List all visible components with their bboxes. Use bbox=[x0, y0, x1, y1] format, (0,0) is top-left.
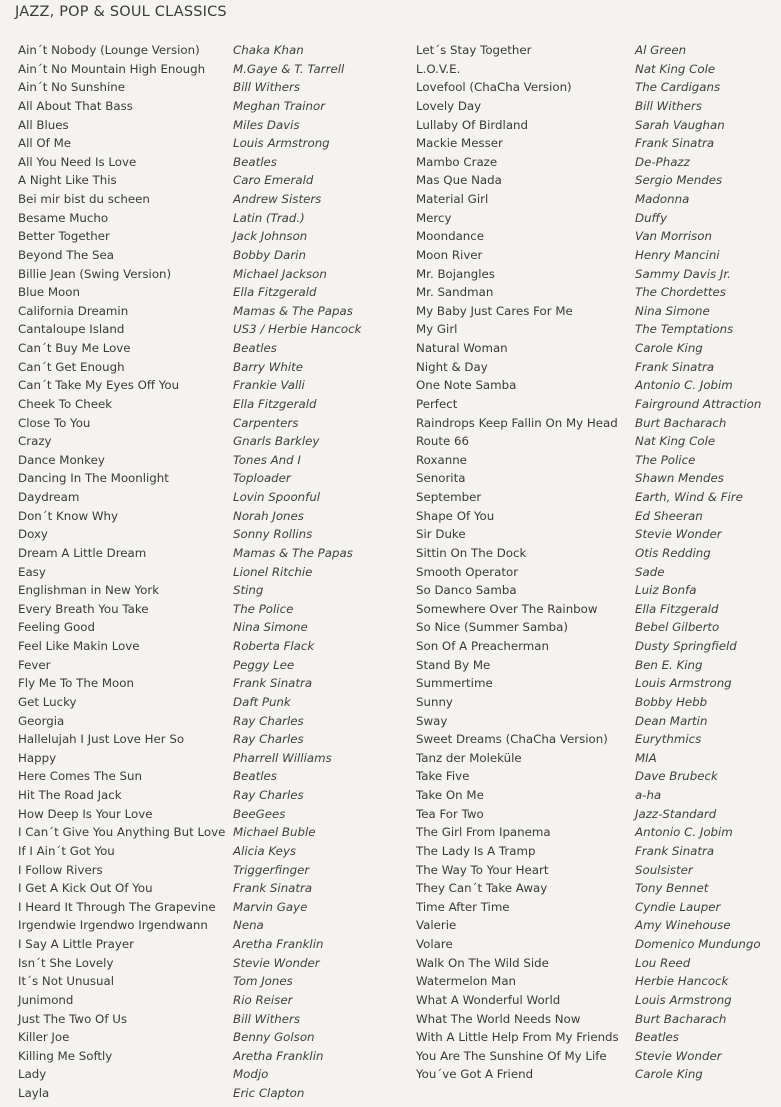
song-title: Can´t Get Enough bbox=[18, 359, 125, 374]
song-title: Close To You bbox=[18, 415, 91, 430]
artist-name: Burt Bacharach bbox=[635, 415, 727, 430]
artist-list-column-1 bbox=[233, 41, 361, 1103]
artist-name: Frank Sinatra bbox=[635, 359, 715, 374]
song-title: Lady bbox=[18, 1067, 47, 1082]
artist-name: Bill Withers bbox=[233, 1011, 300, 1026]
artist-name: Beatles bbox=[233, 769, 277, 784]
song-title: The Way To Your Heart bbox=[416, 862, 549, 877]
artist-name: Bill Withers bbox=[635, 98, 702, 113]
song-title: Get Lucky bbox=[18, 694, 77, 709]
artist-name: Lou Reed bbox=[635, 955, 691, 970]
song-title: Smooth Operator bbox=[416, 564, 519, 579]
artist-name: Daft Punk bbox=[233, 694, 291, 709]
artist-name: Dean Martin bbox=[635, 713, 708, 728]
song-title: California Dreamin bbox=[18, 303, 129, 318]
song-title: Dancing In The Moonlight bbox=[18, 471, 169, 486]
artist-name: Chaka Khan bbox=[233, 43, 304, 57]
song-title: Englishman in New York bbox=[18, 583, 160, 598]
artist-name: Bobby Darin bbox=[233, 247, 306, 262]
song-title: Sweet Dreams (ChaCha Version) bbox=[416, 732, 608, 747]
song-title: What The World Needs Now bbox=[416, 1011, 581, 1026]
song-title: Fever bbox=[18, 657, 51, 672]
song-title: Stand By Me bbox=[416, 657, 491, 672]
artist-name: Alicia Keys bbox=[233, 843, 297, 858]
song-title: Don´t Know Why bbox=[18, 508, 119, 523]
song-title: Route 66 bbox=[416, 434, 470, 449]
artist-name: Sting bbox=[233, 583, 264, 598]
song-title: L.O.V.E. bbox=[416, 61, 461, 76]
song-list-column-2 bbox=[416, 41, 619, 1084]
artist-name: Peggy Lee bbox=[233, 657, 295, 672]
artist-name: Gnarls Barkley bbox=[233, 434, 320, 449]
artist-name: The Police bbox=[635, 452, 696, 467]
artist-name: Madonna bbox=[635, 192, 690, 206]
artist-name: Duffy bbox=[635, 210, 668, 225]
artist-name: Frank Sinatra bbox=[635, 136, 715, 151]
artist-name: Stevie Wonder bbox=[635, 527, 722, 542]
song-title: Walk On The Wild Side bbox=[416, 955, 549, 970]
artist-name: Bobby Hebb bbox=[635, 694, 708, 709]
artist-name: Jazz-Standard bbox=[635, 806, 717, 821]
artist-name: Marvin Gaye bbox=[233, 899, 308, 914]
artist-name: De-Phazz bbox=[635, 154, 690, 169]
song-title: Roxanne bbox=[416, 452, 467, 467]
song-title: What A Wonderful World bbox=[416, 992, 561, 1007]
artist-name: Tom Jones bbox=[233, 974, 293, 989]
artist-name: Sammy Davis Jr. bbox=[635, 266, 731, 281]
artist-name: Antonio C. Jobim bbox=[635, 378, 733, 393]
artist-name: US3 / Herbie Hancock bbox=[233, 322, 362, 337]
artist-name: Eric Clapton bbox=[233, 1086, 305, 1100]
song-title: Crazy bbox=[18, 434, 52, 449]
song-title: Feeling Good bbox=[18, 620, 95, 635]
artist-name: MIA bbox=[635, 750, 657, 765]
page-title: JAZZ, POP & SOUL CLASSICS bbox=[15, 4, 227, 20]
artist-name: Caro Emerald bbox=[233, 173, 314, 188]
artist-name: Mamas & The Papas bbox=[233, 545, 353, 560]
song-title: Dance Monkey bbox=[18, 452, 105, 467]
song-title: Sir Duke bbox=[416, 527, 466, 542]
artist-name: Benny Golson bbox=[233, 1030, 315, 1045]
artist-name: Otis Redding bbox=[635, 545, 711, 560]
song-title: Valerie bbox=[416, 918, 457, 933]
song-title: Beyond The Sea bbox=[18, 247, 114, 262]
song-title: I Heard It Through The Grapevine bbox=[18, 899, 216, 914]
song-title: So Nice (Summer Samba) bbox=[416, 620, 568, 635]
song-title: Sunny bbox=[416, 694, 453, 709]
artist-name: Latin (Trad.) bbox=[233, 210, 305, 225]
song-title: Just The Two Of Us bbox=[18, 1011, 128, 1026]
artist-name: Ella Fitzgerald bbox=[233, 285, 317, 300]
artist-name: Burt Bacharach bbox=[635, 1011, 727, 1026]
song-title: Happy bbox=[18, 750, 57, 765]
artist-name: Nat King Cole bbox=[635, 434, 716, 449]
song-title: Blue Moon bbox=[18, 285, 80, 300]
artist-name: Meghan Trainor bbox=[233, 98, 326, 113]
artist-name: Mamas & The Papas bbox=[233, 303, 353, 318]
song-title: The Girl From Ipanema bbox=[416, 825, 551, 840]
song-title: Material Girl bbox=[416, 192, 489, 206]
artist-name: Ella Fitzgerald bbox=[635, 601, 719, 616]
song-title: Irgendwie Irgendwo Irgendwann bbox=[18, 918, 208, 933]
artist-name: Michael Jackson bbox=[233, 266, 327, 281]
song-title: You´ve Got A Friend bbox=[416, 1067, 534, 1082]
artist-name: Norah Jones bbox=[233, 508, 304, 523]
song-title: Let´s Stay Together bbox=[416, 43, 532, 57]
song-title: I Say A Little Prayer bbox=[18, 937, 134, 951]
artist-name: Nina Simone bbox=[635, 303, 710, 318]
artist-name: M.Gaye & T. Tarrell bbox=[233, 61, 345, 76]
artist-name: Tones And I bbox=[233, 452, 301, 467]
artist-name: Frank Sinatra bbox=[635, 843, 715, 858]
song-title: Take Five bbox=[416, 769, 470, 784]
song-title: Raindrops Keep Fallin On My Head bbox=[416, 415, 618, 430]
artist-name: Michael Buble bbox=[233, 825, 316, 840]
artist-name: Antonio C. Jobim bbox=[635, 825, 733, 840]
song-title: Take On Me bbox=[416, 788, 484, 802]
artist-name: Bill Withers bbox=[233, 80, 300, 95]
artist-name: Ray Charles bbox=[233, 732, 304, 747]
artist-name: Miles Davis bbox=[233, 117, 300, 132]
artist-name: a-ha bbox=[635, 788, 662, 802]
artist-name: Ed Sheeran bbox=[635, 508, 703, 523]
artist-name: Shawn Mendes bbox=[635, 471, 724, 486]
artist-name: Frankie Valli bbox=[233, 378, 305, 393]
artist-name: Carpenters bbox=[233, 415, 299, 430]
song-title: All Of Me bbox=[18, 136, 71, 151]
artist-name: Louis Armstrong bbox=[635, 676, 732, 691]
artist-name: Carole King bbox=[635, 1067, 703, 1082]
artist-name: Toploader bbox=[233, 471, 291, 486]
song-title: So Danco Samba bbox=[416, 583, 517, 598]
artist-name: Sergio Mendes bbox=[635, 173, 723, 188]
song-title: Daydream bbox=[18, 490, 80, 504]
song-title: Mambo Craze bbox=[416, 154, 498, 169]
artist-name: Stevie Wonder bbox=[635, 1048, 722, 1063]
artist-name: Bebel Gilberto bbox=[635, 620, 720, 635]
artist-name: Sade bbox=[635, 564, 665, 579]
song-title: Night & Day bbox=[416, 359, 488, 374]
song-title: Somewhere Over The Rainbow bbox=[416, 601, 598, 616]
song-title: One Note Samba bbox=[416, 378, 517, 393]
song-title: Ain´t No Mountain High Enough bbox=[18, 61, 206, 76]
song-title: Can´t Buy Me Love bbox=[18, 341, 131, 355]
song-title: With A Little Help From My Friends bbox=[416, 1030, 619, 1045]
artist-name: BeeGees bbox=[233, 806, 286, 821]
artist-name: Tony Bennet bbox=[635, 881, 709, 896]
song-title: A Night Like This bbox=[18, 173, 117, 188]
song-title: Layla bbox=[18, 1086, 50, 1100]
artist-name: Earth, Wind & Fire bbox=[635, 490, 743, 504]
artist-name: The Chordettes bbox=[635, 285, 726, 300]
song-title: The Lady Is A Tramp bbox=[416, 843, 536, 858]
song-title: Mr. Bojangles bbox=[416, 266, 495, 281]
artist-name: Henry Mancini bbox=[635, 247, 720, 262]
artist-name: Triggerfinger bbox=[233, 862, 310, 877]
song-title: Every Breath You Take bbox=[18, 601, 149, 616]
song-title: Moondance bbox=[416, 229, 485, 244]
artist-name: Amy Winehouse bbox=[635, 918, 731, 933]
song-title: Bei mir bist du scheen bbox=[18, 192, 150, 206]
song-title: Georgia bbox=[18, 713, 65, 728]
song-title: How Deep Is Your Love bbox=[18, 806, 153, 821]
artist-name: Carole King bbox=[635, 341, 703, 355]
song-title: Besame Mucho bbox=[18, 210, 109, 225]
song-title: Dream A Little Dream bbox=[18, 545, 147, 560]
song-title: All About That Bass bbox=[18, 98, 133, 113]
artist-name: Beatles bbox=[233, 154, 277, 169]
song-title: Cantaloupe Island bbox=[18, 322, 125, 337]
artist-name: Pharrell Williams bbox=[233, 750, 332, 765]
song-title: Senorita bbox=[416, 471, 466, 486]
artist-name: Beatles bbox=[233, 341, 277, 355]
artist-name: Frank Sinatra bbox=[233, 676, 313, 691]
song-title: Moon River bbox=[416, 247, 483, 262]
artist-name: Nat King Cole bbox=[635, 61, 716, 76]
song-title: All You Need Is Love bbox=[18, 154, 137, 169]
song-title: Lullaby Of Birdland bbox=[416, 117, 529, 132]
song-title: Volare bbox=[416, 937, 453, 951]
song-title: September bbox=[416, 490, 482, 504]
artist-name: Louis Armstrong bbox=[635, 992, 732, 1007]
artist-name: Nena bbox=[233, 918, 264, 933]
song-title: Lovely Day bbox=[416, 98, 482, 113]
song-list-column-1 bbox=[18, 41, 225, 1103]
song-title: Perfect bbox=[416, 396, 458, 411]
artist-name: Ray Charles bbox=[233, 713, 304, 728]
song-title: My Baby Just Cares For Me bbox=[416, 303, 573, 318]
artist-name: The Cardigans bbox=[635, 80, 721, 95]
song-title: Lovefool (ChaCha Version) bbox=[416, 80, 572, 95]
artist-name: Barry White bbox=[233, 359, 304, 374]
song-title: Killing Me Softly bbox=[18, 1048, 113, 1063]
song-title: Better Together bbox=[18, 229, 110, 244]
song-title: All Blues bbox=[18, 117, 69, 132]
song-title: Son Of A Preacherman bbox=[416, 639, 549, 653]
artist-name: Ben E. King bbox=[635, 657, 703, 672]
artist-list-column-2 bbox=[635, 41, 761, 1084]
song-title: Killer Joe bbox=[18, 1030, 70, 1045]
song-title: Hallelujah I Just Love Her So bbox=[18, 732, 185, 747]
artist-name: Domenico Mundungo bbox=[635, 937, 761, 951]
artist-name: Beatles bbox=[635, 1030, 679, 1045]
artist-name: Aretha Franklin bbox=[233, 937, 324, 951]
artist-name: Rio Reiser bbox=[233, 992, 293, 1007]
song-title: Mackie Messer bbox=[416, 136, 503, 151]
artist-name: Sarah Vaughan bbox=[635, 117, 725, 132]
song-title: Tanz der Moleküle bbox=[416, 750, 522, 765]
song-title: Billie Jean (Swing Version) bbox=[18, 266, 172, 281]
song-title: Doxy bbox=[18, 527, 48, 542]
artist-name: Frank Sinatra bbox=[233, 881, 313, 896]
artist-name: Van Morrison bbox=[635, 229, 712, 244]
song-title: Natural Woman bbox=[416, 341, 508, 355]
artist-name: Roberta Flack bbox=[233, 639, 315, 653]
artist-name: Stevie Wonder bbox=[233, 955, 320, 970]
artist-name: Al Green bbox=[635, 43, 687, 57]
song-title: Fly Me To The Moon bbox=[18, 676, 134, 691]
song-title: Ain´t No Sunshine bbox=[18, 80, 125, 95]
song-title: You Are The Sunshine Of My Life bbox=[416, 1048, 607, 1063]
artist-name: The Police bbox=[233, 601, 294, 616]
song-title: Hit The Road Jack bbox=[18, 788, 122, 802]
song-title: Isn´t She Lovely bbox=[18, 955, 114, 970]
song-title: Feel Like Makin Love bbox=[18, 639, 140, 653]
song-title: Sittin On The Dock bbox=[416, 545, 527, 560]
artist-name: Aretha Franklin bbox=[233, 1048, 324, 1063]
artist-name: Soulsister bbox=[635, 862, 693, 877]
song-title: Mercy bbox=[416, 210, 452, 225]
song-title: Tea For Two bbox=[416, 806, 484, 821]
song-title: They Can´t Take Away bbox=[416, 881, 548, 896]
artist-name: Lovin Spoonful bbox=[233, 490, 321, 504]
artist-name: Ray Charles bbox=[233, 788, 304, 802]
artist-name: Dusty Springfield bbox=[635, 639, 737, 653]
artist-name: Jack Johnson bbox=[233, 229, 308, 244]
song-title: Mr. Sandman bbox=[416, 285, 494, 300]
song-title: Easy bbox=[18, 564, 46, 579]
song-title: I Follow Rivers bbox=[18, 862, 103, 877]
song-title: Watermelon Man bbox=[416, 974, 517, 989]
song-title: Mas Que Nada bbox=[416, 173, 502, 188]
song-title: Shape Of You bbox=[416, 508, 495, 523]
song-title: Cheek To Cheek bbox=[18, 396, 113, 411]
song-title: Junimond bbox=[18, 992, 74, 1007]
artist-name: Ella Fitzgerald bbox=[233, 396, 317, 411]
song-title: I Can´t Give You Anything But Love bbox=[18, 825, 226, 840]
song-title: Here Comes The Sun bbox=[18, 769, 142, 784]
song-title: Ain´t Nobody (Lounge Version) bbox=[18, 43, 200, 57]
artist-name: Sonny Rollins bbox=[233, 527, 313, 542]
song-title: Time After Time bbox=[416, 899, 510, 914]
artist-name: Eurythmics bbox=[635, 732, 702, 747]
song-title: My Girl bbox=[416, 322, 458, 337]
song-title: Summertime bbox=[416, 676, 493, 691]
song-title: Sway bbox=[416, 713, 448, 728]
artist-name: Nina Simone bbox=[233, 620, 308, 635]
artist-name: Lionel Ritchie bbox=[233, 564, 313, 579]
artist-name: Luiz Bonfa bbox=[635, 583, 697, 598]
artist-name: Modjo bbox=[233, 1067, 269, 1082]
song-title: I Get A Kick Out Of You bbox=[18, 881, 153, 896]
artist-name: Herbie Hancock bbox=[635, 974, 729, 989]
artist-name: Dave Brubeck bbox=[635, 769, 718, 784]
artist-name: Fairground Attraction bbox=[635, 396, 762, 411]
song-title: If I Ain´t Got You bbox=[18, 843, 115, 858]
song-title: Can´t Take My Eyes Off You bbox=[18, 378, 180, 393]
artist-name: The Temptations bbox=[635, 322, 734, 337]
song-title: It´s Not Unusual bbox=[18, 974, 115, 989]
artist-name: Louis Armstrong bbox=[233, 136, 330, 151]
artist-name: Cyndie Lauper bbox=[635, 899, 721, 914]
artist-name: Andrew Sisters bbox=[233, 192, 322, 206]
